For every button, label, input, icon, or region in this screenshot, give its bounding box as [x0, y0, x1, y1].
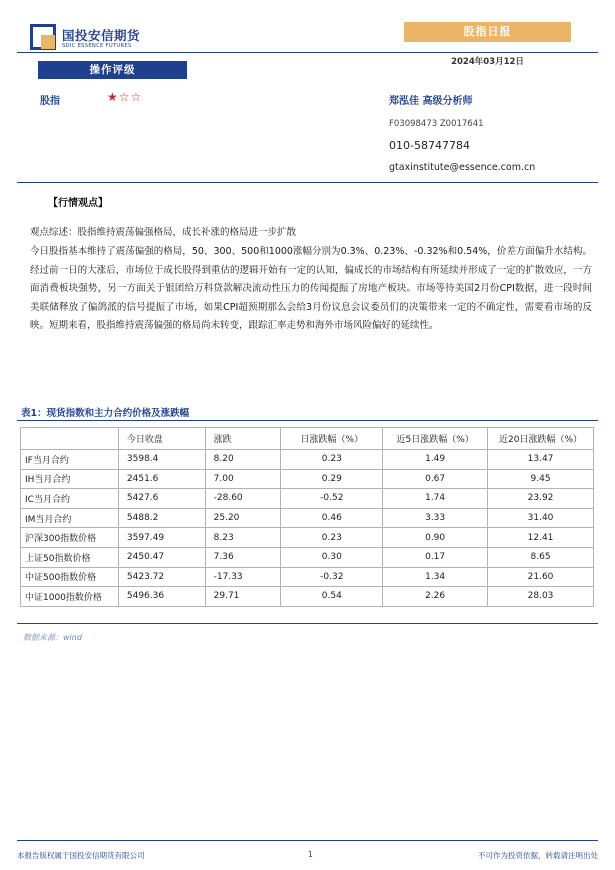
price-change-table [20, 427, 594, 607]
table-cell: 0.67 [383, 469, 488, 489]
table-cell: 28.03 [488, 587, 594, 607]
table-cell: IH当月合约 [21, 469, 119, 489]
table-header-cell [21, 428, 119, 450]
table-cell: 0.46 [281, 508, 383, 528]
table-cell: IM当月合约 [21, 508, 119, 528]
footer-disclaimer: 不可作为投资依据，转载请注明出处 [478, 851, 598, 860]
table-row [21, 489, 594, 509]
table-cell: 1.34 [383, 567, 488, 587]
table-cell: 0.54 [281, 587, 383, 607]
table-row [21, 469, 594, 489]
table-header-cell: 涨跌 [205, 428, 281, 450]
table-cell: 12.41 [488, 528, 594, 548]
table-cell: 沪深300指数价格 [21, 528, 119, 548]
table-cell: 2.26 [383, 587, 488, 607]
market-view-paragraph: 今日股指基本维持了震荡偏强的格局，50、300、500和1000涨幅分别为0.3%、0.23%、-0.32%和0.54%，价差方面偏升水结构。经过前一日的大涨后，市场位于成长股得到重估的逻辑开始有一定的认知，偏成长的市场结构有所延续并形成了一定的扩散效应，一方面消费板块强势，另一方面关于银团给万科贷款解决流动性压力的传闻提振了房地产板块。市场等待美国2月份CPI数据，进一段时间美联储释放了偏鸽派的信号提振了市场，如果CPI超预期那么会给3月份议息会议委员们的决策带来一定的不确定性，需要看市场的反映。短期来看，股指维持震荡偏强的格局尚未转变，跟踪汇率走势和海外市场风险偏好的延续性。 [30, 246, 592, 332]
table-cell: 3.33 [383, 508, 488, 528]
table-cell: 中证1000指数价格 [21, 587, 119, 607]
table-cell: 0.17 [383, 547, 488, 567]
page-number: 1 [308, 850, 313, 859]
footer-copyright: 本报告版权属于国投安信期货有限公司 [17, 851, 145, 860]
analyst-name: 郑泓佳 高级分析师 [389, 96, 473, 107]
table-cell: IF当月合约 [21, 450, 119, 470]
table-cell: 0.23 [281, 528, 383, 548]
table-cell: 29.71 [205, 587, 281, 607]
table-cell: 0.30 [281, 547, 383, 567]
table-row [21, 450, 594, 470]
table-cell: 中证500指数价格 [21, 567, 119, 587]
data-source-note: 数据来源：wind [23, 633, 82, 642]
table-cell: 2451.6 [118, 469, 205, 489]
table-row [21, 508, 594, 528]
table-header-cell: 今日收盘 [118, 428, 205, 450]
table-cell: 8.20 [205, 450, 281, 470]
rating-label: 股指 [40, 96, 60, 107]
header-divider [17, 52, 598, 53]
table-cell: 8.65 [488, 547, 594, 567]
table-header-cell: 近5日涨跌幅（%） [383, 428, 488, 450]
table-cell: 31.40 [488, 508, 594, 528]
table-row [21, 528, 594, 548]
table-title: 表1：现货指数和主力合约价格及涨跌幅 [21, 408, 190, 419]
table-header-cell: 日涨跌幅（%） [281, 428, 383, 450]
table-cell: 5427.6 [118, 489, 205, 509]
table-row [21, 587, 594, 607]
table-cell: 25.20 [205, 508, 281, 528]
logo-chinese-name: 国投安信期货 [62, 28, 141, 43]
table-cell: 0.29 [281, 469, 383, 489]
table-bottom-divider [17, 623, 598, 624]
analyst-phone: 010-58747784 [389, 139, 470, 152]
table-cell: 13.47 [488, 450, 594, 470]
market-view-summary: 观点综述：股指维持震荡偏强格局，成长补涨的格局进一步扩散 [30, 227, 297, 238]
market-view-title: 【行情观点】 [48, 198, 108, 209]
table-cell: 9.45 [488, 469, 594, 489]
table-cell: 1.74 [383, 489, 488, 509]
table-cell: 5423.72 [118, 567, 205, 587]
table-cell: 23.92 [488, 489, 594, 509]
rating-stars: ★☆☆ [107, 90, 143, 104]
report-type-tag: 股指日报 [404, 22, 571, 42]
table-cell: 2450.47 [118, 547, 205, 567]
table-cell: 8.23 [205, 528, 281, 548]
table-cell: 上证50指数价格 [21, 547, 119, 567]
table-cell: -0.32 [281, 567, 383, 587]
table-header-cell: 近20日涨跌幅（%） [488, 428, 594, 450]
rating-title-bar: 操作评级 [38, 61, 187, 79]
report-date: 2024年03月12日 [451, 57, 524, 67]
table-cell: 7.00 [205, 469, 281, 489]
table-cell: 0.90 [383, 528, 488, 548]
table-cell: 5496.36 [118, 587, 205, 607]
table-cell: 5488.2 [118, 508, 205, 528]
logo-english-name: SDIC ESSENCE FUTURES [62, 43, 132, 49]
table-cell: 7.36 [205, 547, 281, 567]
table-cell: 3598.4 [118, 450, 205, 470]
table-row [21, 567, 594, 587]
table-header-row [21, 428, 594, 450]
table-cell: 21.60 [488, 567, 594, 587]
footer-divider [17, 840, 598, 841]
table-cell: -17.33 [205, 567, 281, 587]
table-cell: 0.23 [281, 450, 383, 470]
section-divider [17, 182, 598, 183]
company-logo [30, 22, 170, 56]
table-cell: IC当月合约 [21, 489, 119, 509]
table-cell: 1.49 [383, 450, 488, 470]
logo-mark-icon [30, 24, 56, 50]
table-row [21, 547, 594, 567]
analyst-email[interactable]: gtaxinstitute@essence.com.cn [389, 162, 536, 173]
table-cell: -0.52 [281, 489, 383, 509]
table-title-divider [17, 420, 598, 421]
table-cell: 3597.49 [118, 528, 205, 548]
analyst-certification: F03098473 Z0017641 [389, 119, 484, 129]
table-cell: -28.60 [205, 489, 281, 509]
